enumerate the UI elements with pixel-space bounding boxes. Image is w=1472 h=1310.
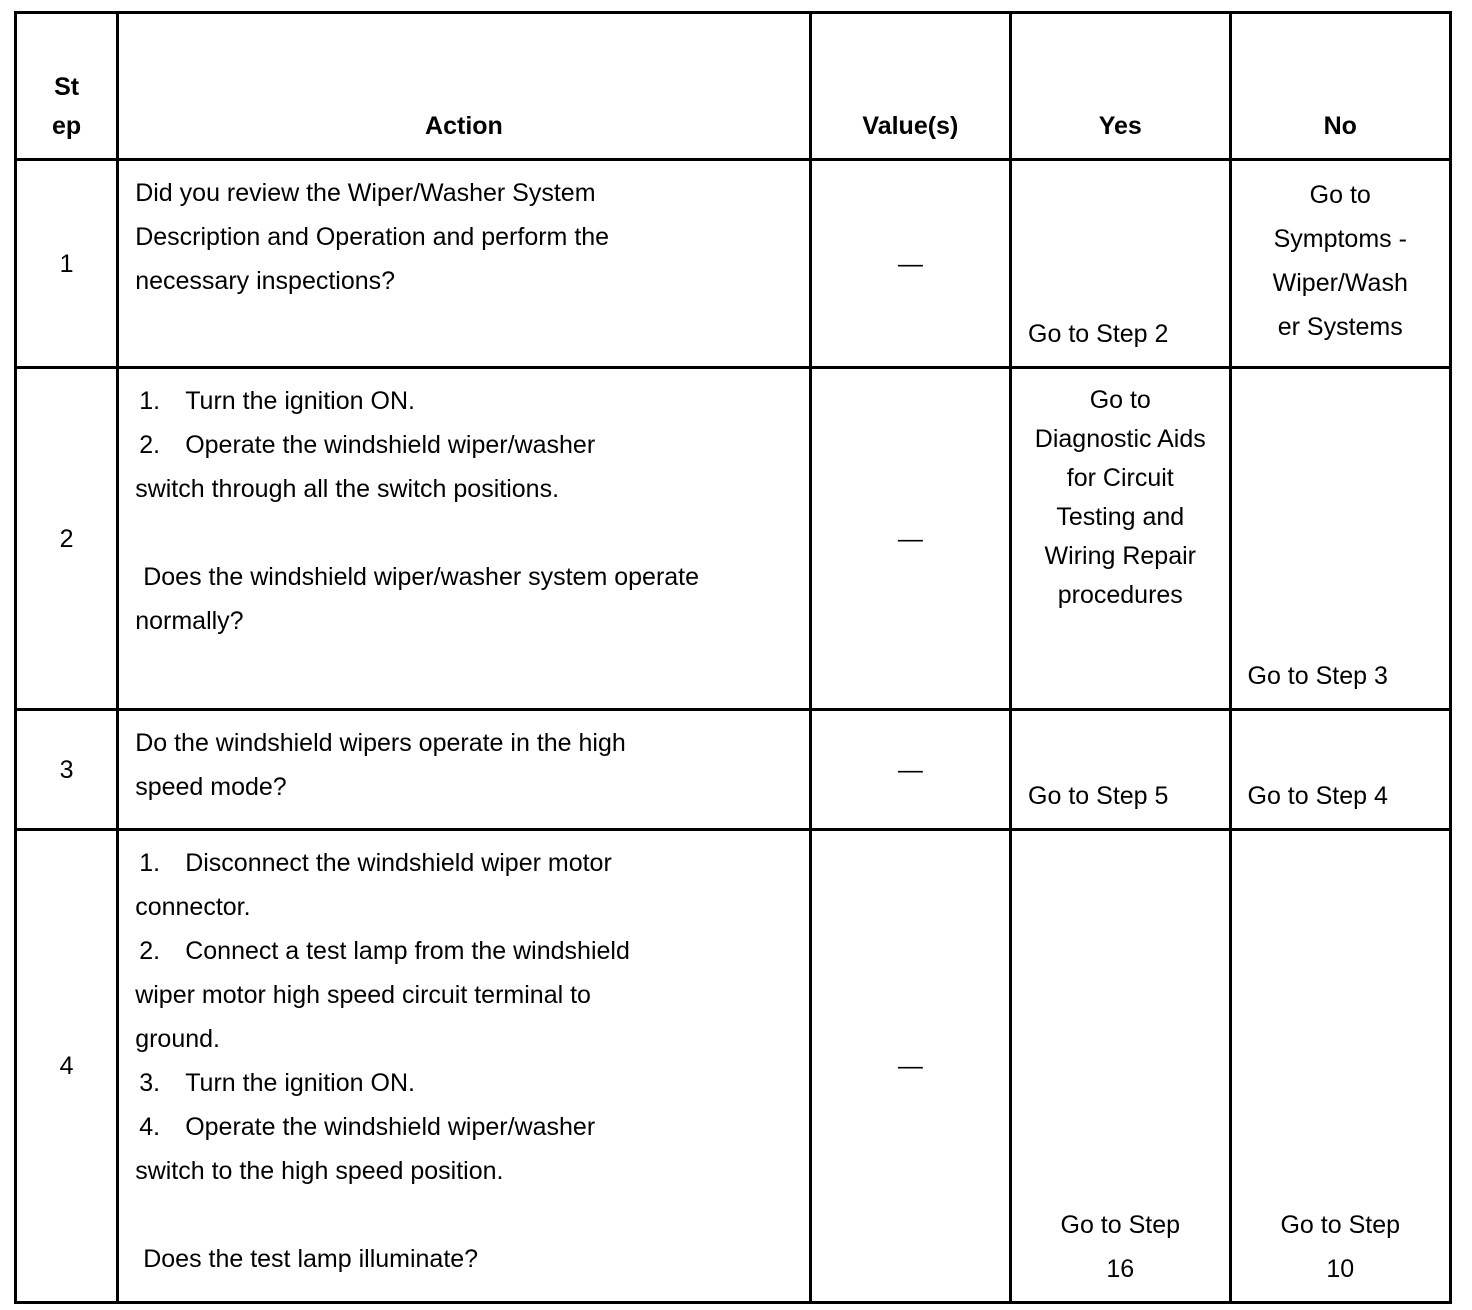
- item-continuation: switch to the high speed position.: [135, 1157, 504, 1185]
- item-number: 1.: [139, 849, 161, 877]
- no-line: Symptoms -: [1273, 225, 1407, 253]
- action-cell: [118, 710, 810, 830]
- item-text: Operate the windshield wiper/washer: [185, 1113, 596, 1141]
- diagnostic-table: [14, 11, 1452, 1304]
- step-number: 3: [16, 710, 118, 830]
- header-values: Value(s): [810, 13, 1010, 160]
- header-action: Action: [118, 13, 810, 160]
- yes-line: for Circuit: [1066, 464, 1174, 492]
- yes-line: procedures: [1057, 581, 1183, 609]
- no-line: Go to: [1309, 181, 1371, 209]
- no-cell: [1230, 368, 1451, 710]
- action-line: speed mode?: [135, 773, 287, 801]
- yes-cell: [1011, 830, 1230, 1303]
- header-step-line1: St: [54, 73, 80, 101]
- action-cell: [118, 830, 810, 1303]
- yes-line: Go to Step: [1060, 1211, 1181, 1239]
- step-number: 2: [16, 368, 118, 710]
- item-text: Disconnect the windshield wiper motor: [185, 849, 612, 877]
- header-no: No: [1230, 13, 1451, 160]
- step-number: 1: [16, 160, 118, 368]
- value-cell: —: [810, 710, 1010, 830]
- action-cell: [118, 160, 810, 368]
- question-line: Does the windshield wiper/washer system operate: [143, 563, 700, 591]
- action-line: Do the windshield wipers operate in the high: [135, 729, 626, 757]
- yes-cell: [1011, 710, 1230, 830]
- item-text: Operate the windshield wiper/washer: [185, 431, 596, 459]
- table-row: [16, 710, 1451, 830]
- no-link: Go to Step 4: [1247, 782, 1388, 810]
- item-number: 4.: [139, 1113, 161, 1141]
- item-text: Turn the ignition ON.: [185, 387, 415, 415]
- action-line: necessary inspections?: [135, 267, 396, 295]
- item-number: 2.: [139, 431, 161, 459]
- header-step-line2: ep: [52, 112, 82, 140]
- question-line: normally?: [135, 607, 244, 635]
- yes-line: Wiring Repair: [1044, 542, 1196, 570]
- question-line: Does the test lamp illuminate?: [143, 1245, 479, 1273]
- item-number: 3.: [139, 1069, 161, 1097]
- value-cell: —: [810, 830, 1010, 1303]
- item-continuation: connector.: [135, 893, 251, 921]
- item-continuation: ground.: [135, 1025, 220, 1053]
- yes-link: Go to Step 5: [1028, 782, 1169, 810]
- item-number: 1.: [139, 387, 161, 415]
- no-line: Wiper/Wash: [1272, 269, 1408, 297]
- value-cell: —: [810, 160, 1010, 368]
- item-continuation: switch through all the switch positions.: [135, 475, 560, 503]
- yes-cell: [1011, 160, 1230, 368]
- yes-line: 16: [1106, 1255, 1135, 1283]
- value-cell: —: [810, 368, 1010, 710]
- action-line: Description and Operation and perform the: [135, 223, 610, 251]
- no-cell: [1230, 710, 1451, 830]
- action-cell: [118, 368, 810, 710]
- table-row: [16, 160, 1451, 368]
- no-line: er Systems: [1277, 313, 1403, 341]
- item-text: Connect a test lamp from the windshield: [185, 937, 630, 965]
- no-link: Go to Step 3: [1247, 662, 1388, 690]
- yes-line: Diagnostic Aids: [1034, 425, 1206, 453]
- table-row: [16, 830, 1451, 1303]
- header-step: [16, 13, 118, 160]
- yes-cell: [1011, 368, 1230, 710]
- step-number: 4: [16, 830, 118, 1303]
- no-cell: [1230, 160, 1451, 368]
- header-row: [16, 13, 1451, 160]
- item-continuation: wiper motor high speed circuit terminal to: [135, 981, 591, 1009]
- item-text: Turn the ignition ON.: [185, 1069, 415, 1097]
- item-number: 2.: [139, 937, 161, 965]
- no-line: Go to Step: [1280, 1211, 1401, 1239]
- yes-line: Testing and: [1056, 503, 1185, 531]
- table-row: [16, 368, 1451, 710]
- yes-link: Go to Step 2: [1028, 320, 1169, 348]
- no-cell: [1230, 830, 1451, 1303]
- yes-line: Go to: [1089, 386, 1151, 414]
- header-yes: Yes: [1011, 13, 1230, 160]
- no-line: 10: [1326, 1255, 1355, 1283]
- action-line: Did you review the Wiper/Washer System: [135, 179, 596, 207]
